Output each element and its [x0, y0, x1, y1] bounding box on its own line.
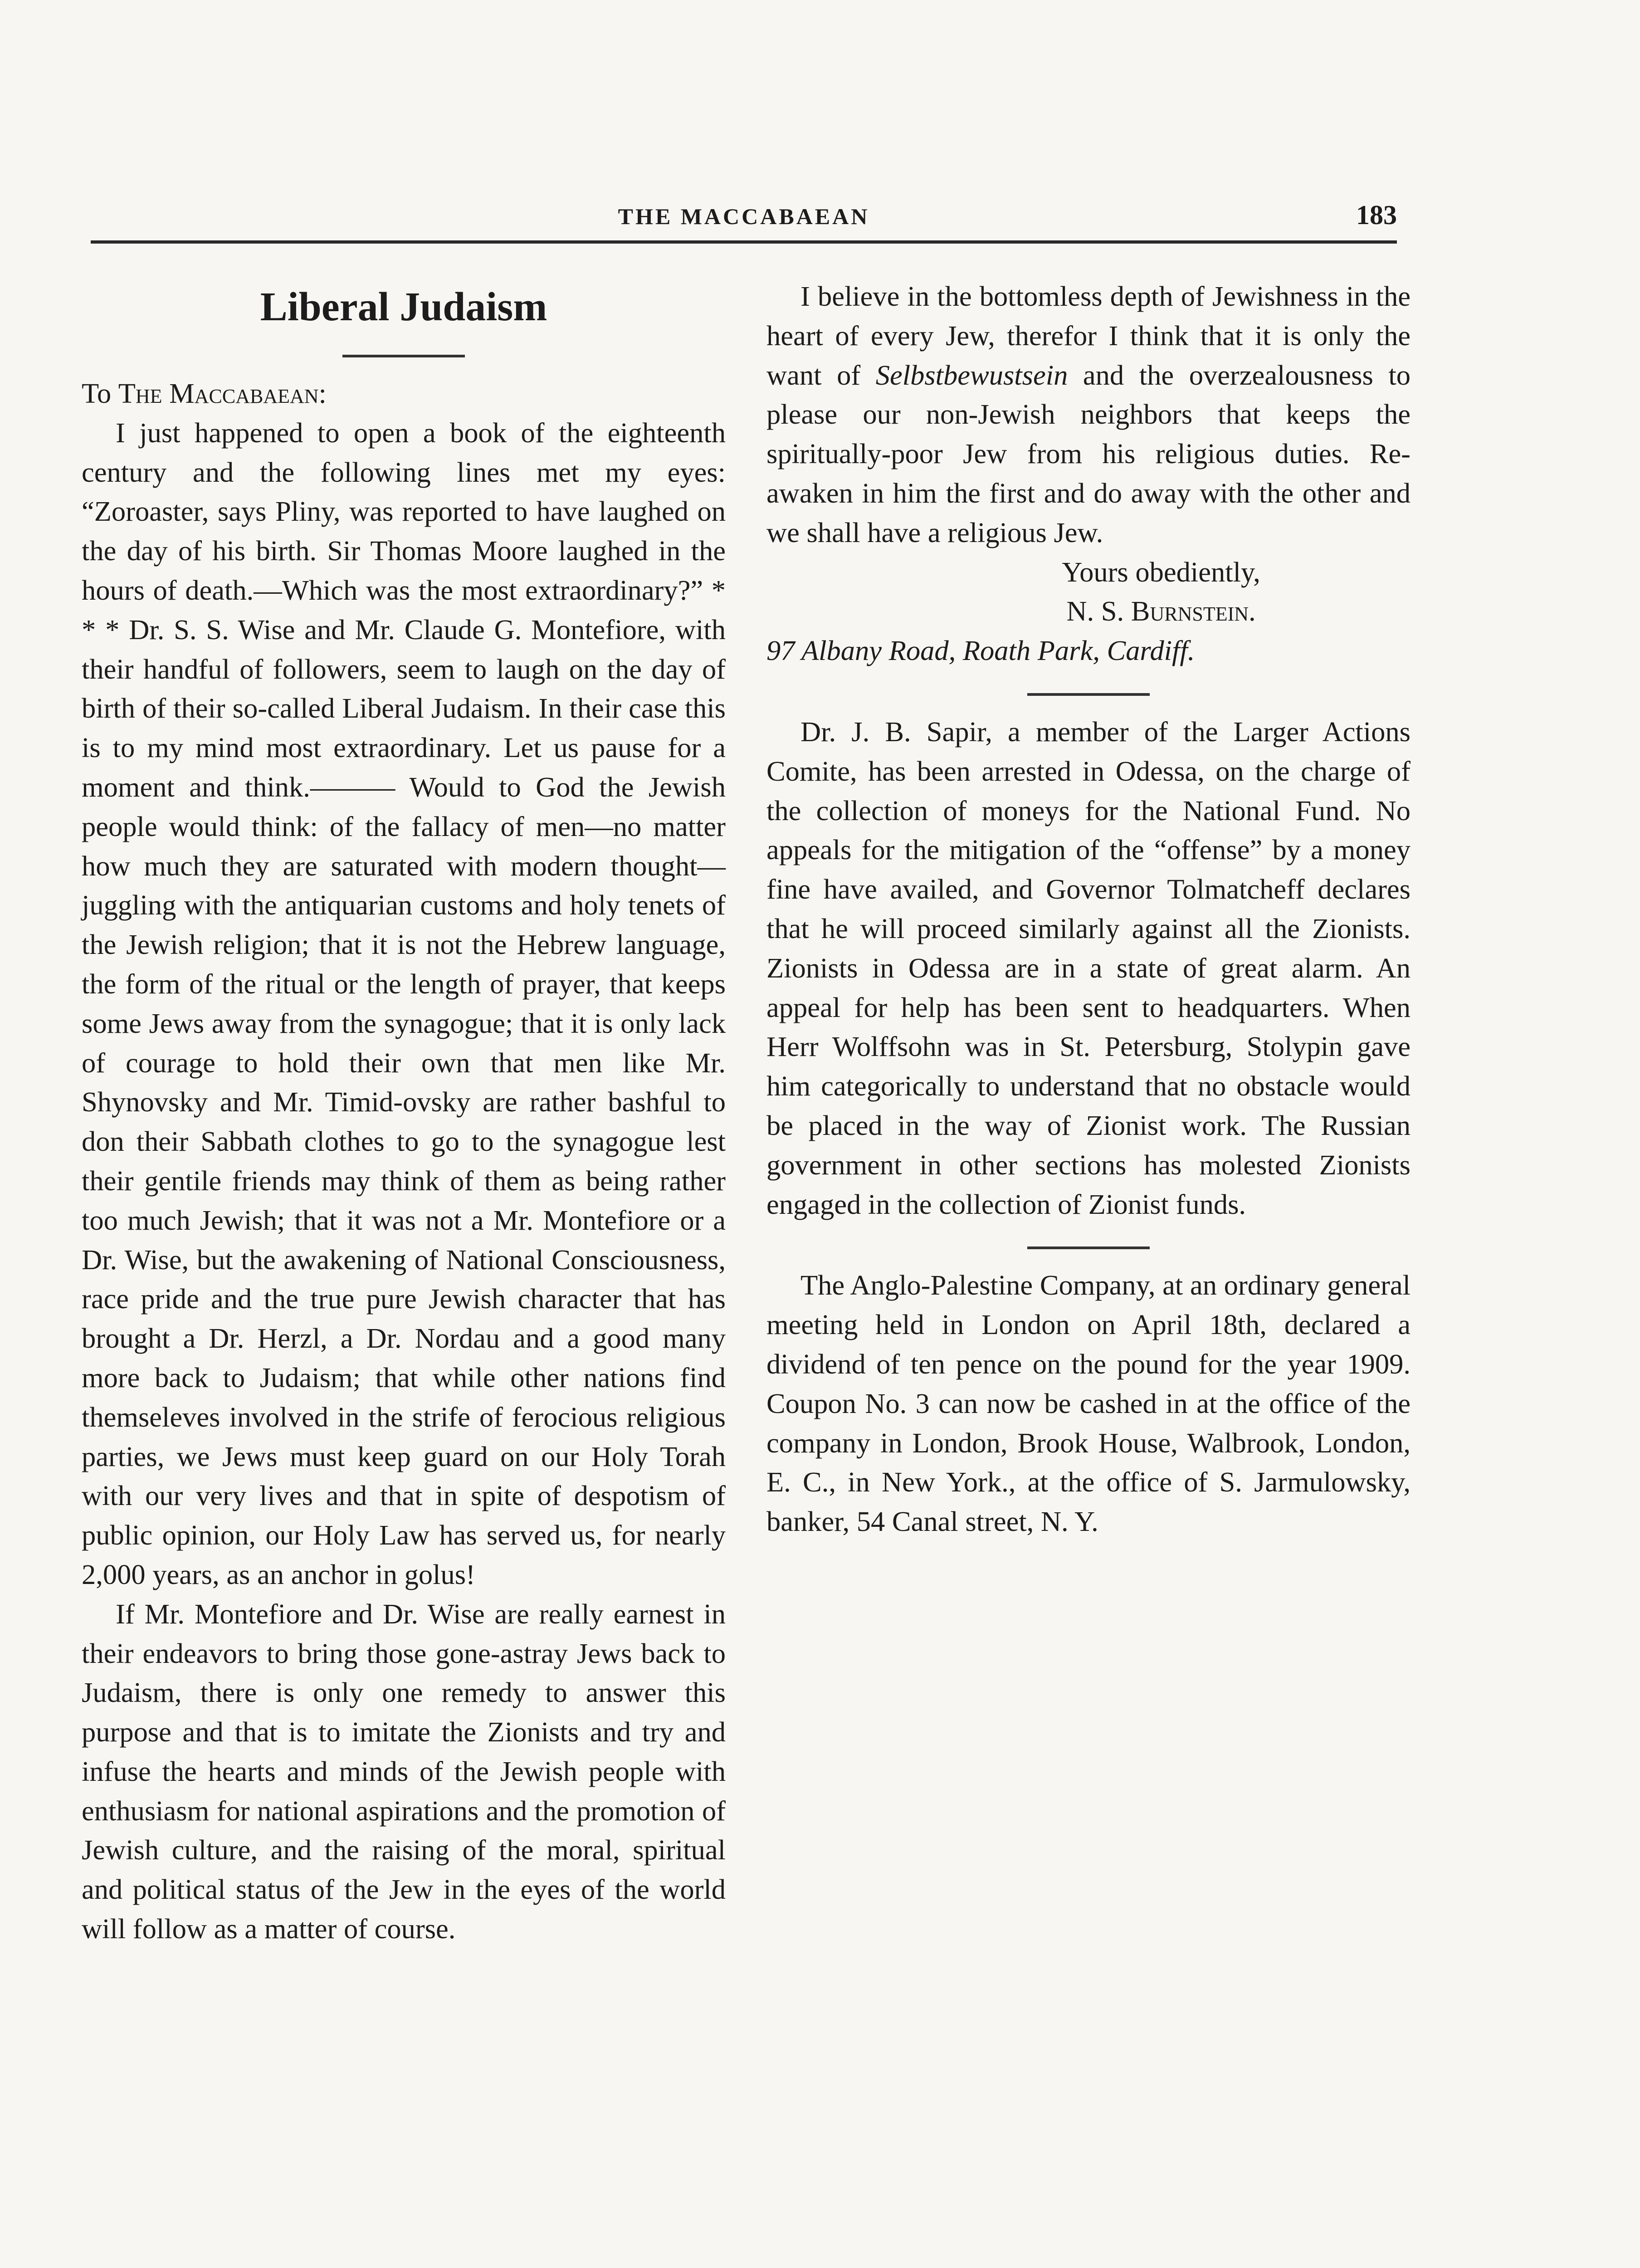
address-text: Albany Road, Roath Park, Cardiff.	[801, 635, 1195, 667]
news-item-anglo-palestine: The Anglo-Palestine Company, at an ordinary general meeting held in London on April 18th, declared a dividend of ten pence on the pound for the year 1909. Coupon No. 3 can now be cashed in at the office of the company in London, Brook House, Walbrook, London, E. C., in New York., at the office of S. Jarmulowsky, banker, 54 Canal street, N. Y.	[766, 1269, 1411, 1538]
salutation	[82, 374, 726, 413]
paragraph-3-text-a: I believe in the bottomless depth of Jewishness in the heart of every Jew, therefor I think that it is only the want of	[766, 280, 1411, 391]
paragraph-3-text-b: and the overzealousness to please our non-Jewish neighbors that keeps the spiritually-poor Jew from his religious duties. Re-awaken in him the first and do away with the other and we shall have a religious Jew.	[766, 359, 1411, 548]
title-rule	[342, 355, 465, 357]
section-rule-1	[1027, 693, 1150, 696]
salutation-name: The Maccabaean	[118, 377, 319, 409]
paragraph-3-foreign-term: Selbstbewustsein	[875, 359, 1068, 391]
article-title: Liberal Judaism	[260, 284, 547, 329]
section-rule-2	[1027, 1246, 1150, 1249]
right-column	[766, 277, 1411, 1541]
closing: Yours obediently,	[1062, 556, 1260, 588]
news-item-sapir: Dr. J. B. Sapir, a member of the Larger Actions Comite, has been arrested in Odessa, on the charge of the collection of moneys for the National Fund. No appeals for the mitigation of the “offense” by a money fine have availed, and Governor Tolmatcheff declares that he will proceed similarly against all the Zionists. Zionists in Odessa are in a state of great alarm. An appeal for help has been sent to headquarters. When Herr Wolffsohn was in St. Petersburg, Stolypin gave him categorically to understand that no obstacle would be placed in the way of Zionist work. The Russian government in other sections has molested Zionists engaged in the collection of Zionist funds.	[766, 715, 1411, 1220]
left-column	[82, 277, 726, 1949]
letter-paragraph-1: I just happened to open a book of the eighteenth century and the following lines met my eyes: “Zoroaster, says Pliny, was reported to have laughed on the day of his birth. Sir Thomas Moore laughed in the hours of death.—Which was the most extraordinary?” * * * Dr. S. S. Wise and Mr. Claude G. Montefiore, with their handful of followers, seem to laugh on the day of birth of their so-called Liberal Judaism. In their case this is to my mind most extraordinary. Let us pause for a moment and think.——— Would to God the Jewish people would think: of the fallacy of men—no matter how much they are saturated with modern thought—juggling with the antiquarian customs and holy tenets of the Jewish religion; that it is not the Hebrew language, the form of the ritual or the length of prayer, that keeps some Jews away from the synagogue; that it is only lack of courage to hold their own that men like Mr. Shynovsky and Mr. Timid-ovsky are rather bashful to don their Sabbath clothes to go to the synagogue lest their gentile friends may think of them as being rather too much Jewish; that it was not a Mr. Montefiore or a Dr. Wise, but the awakening of National Consciousness, race pride and the true pure Jewish character that has brought a Dr. Herzl, a Dr. Nordau and a good many more back to Judaism; that while other nations find themseleves involved in the strife of ferocious religious parties, we Jews must keep guard on our Holy Torah with our very lives and that in spite of despotism of public opinion, our Holy Law has served us, for nearly 2,000 years, as an anchor in golus!	[82, 416, 726, 1590]
salutation-suffix: :	[318, 377, 327, 409]
signature-surname: Burnstein.	[1131, 595, 1256, 627]
signature-initials: N. S.	[1066, 595, 1131, 627]
page-header	[91, 200, 1397, 244]
address	[766, 631, 1411, 670]
letter-paragraph-2: If Mr. Montefiore and Dr. Wise are really earnest in their endeavors to bring those gone-astray Jews back to Judaism, there is only one remedy to answer this purpose and that is to imitate the Zionists and try and infuse the hearts and minds of the Jewish people with enthusiasm for national aspirations and the promotion of Jewish culture, and the raising of the moral, spiritual and political status of the Jew in the eyes of the world will follow as a matter of course.	[82, 1598, 726, 1945]
page-number: 183	[1356, 200, 1397, 230]
signature	[766, 591, 1411, 631]
letter-paragraph-3	[766, 277, 1411, 552]
running-head: THE MACCABAEAN	[618, 204, 870, 229]
salutation-prefix: To	[82, 377, 118, 409]
address-number: 97	[766, 635, 801, 667]
